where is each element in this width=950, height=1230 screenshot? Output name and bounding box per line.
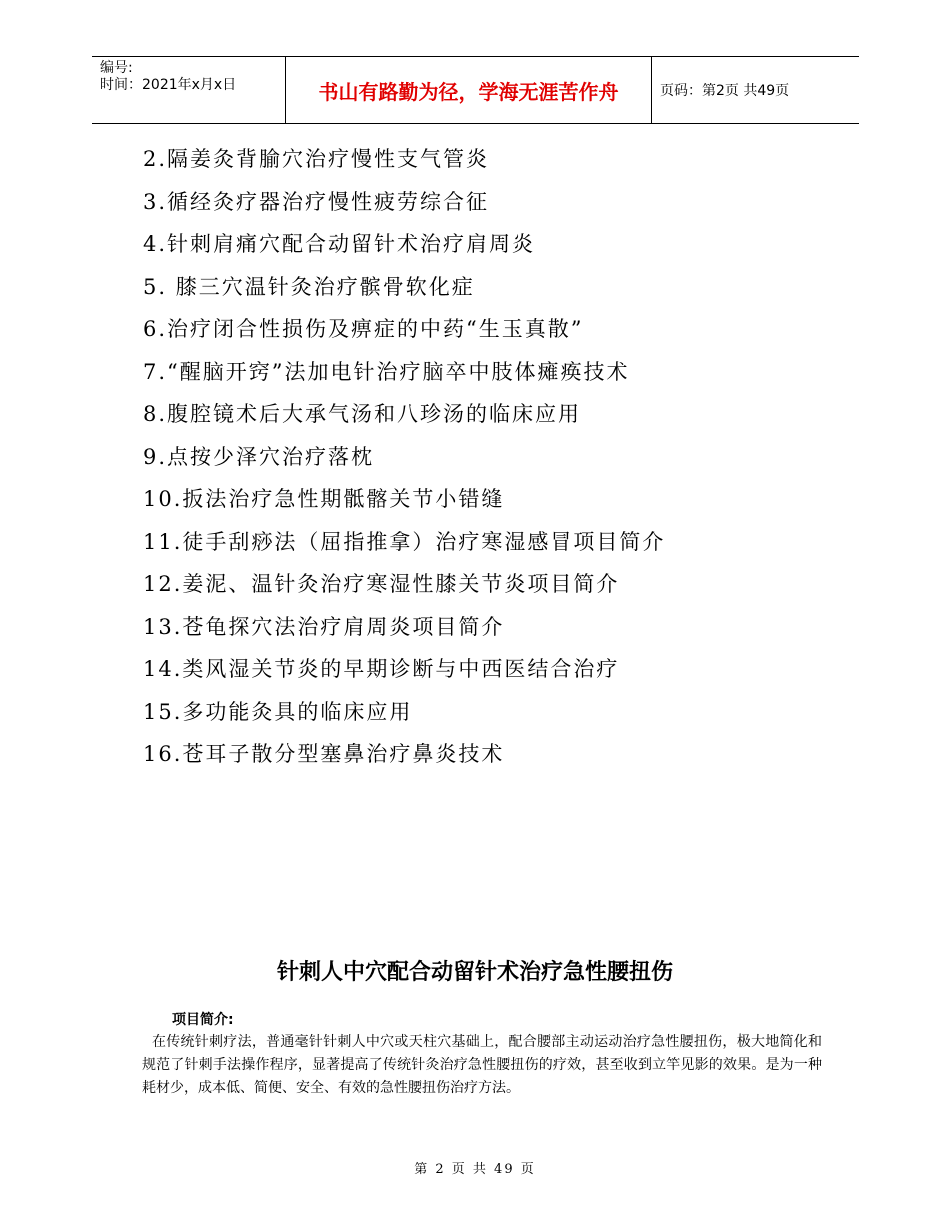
list-item: 16.苍耳子散分型塞鼻治疗鼻炎技术 — [143, 742, 505, 766]
list-item: 11.徒手刮痧法（屈指推拿）治疗寒湿感冒项目简介 — [143, 529, 666, 554]
page-footer: 第 2 页 共 49 页 — [414, 1162, 536, 1177]
list-item: 7.“醒脑开窍”法加电针治疗脑卒中肢体瘫痪技术 — [143, 359, 630, 384]
list-item: 8.腹腔镜术后大承气汤和八珍汤的临床应用 — [143, 402, 582, 426]
list-item: 13.苍龟探穴法治疗肩周炎项目简介 — [143, 614, 505, 639]
intro-paragraph: 在传统针刺疗法，普通毫针针刺人中穴或天柱穴基础上，配合腰部主动运动治疗急性腰扭伤，极大地简化和规范了针刺手法操作程序，显著提高了传统针灸治疗急性腰扭伤的疗效，甚至收到立竿见影的效果。是为一种耗材少，成本低、简便、安全、有效的急性腰扭伤治疗方法。 — [142, 1034, 822, 1096]
project-list — [143, 143, 665, 781]
header-motto: 书山有路勤为径，学海无涯苦作舟 — [286, 57, 652, 123]
page-header — [92, 56, 859, 124]
list-item: 5. 膝三穴温针灸治疗髌骨软化症 — [143, 274, 475, 299]
list-item: 2.隔姜灸背腧穴治疗慢性支气管炎 — [143, 147, 490, 171]
list-item: 4.针刺肩痛穴配合动留针术治疗肩周炎 — [143, 232, 536, 256]
section-title: 针刺人中穴配合动留针术治疗急性腰扭伤 — [276, 960, 673, 985]
intro-label: 项目简介: — [172, 1012, 234, 1028]
list-item: 10.扳法治疗急性期骶髂关节小错缝 — [143, 487, 505, 511]
list-item: 15.多功能灸具的临床应用 — [143, 699, 413, 724]
list-item: 14.类风湿关节炎的早期诊断与中西医结合治疗 — [143, 657, 620, 681]
header-page-info: 页码：第2页 共49页 — [660, 83, 790, 99]
list-item: 12.姜泥、温针灸治疗寒湿性膝关节炎项目简介 — [143, 572, 620, 596]
header-time-label: 时间：2021年x月x日 — [100, 77, 237, 93]
header-meta — [92, 57, 286, 123]
list-item: 6.治疗闭合性损伤及痹症的中药“生玉真散” — [143, 317, 584, 341]
header-number-label: 编号: — [100, 60, 133, 76]
list-item: 3.循经灸疗器治疗慢性疲劳综合征 — [143, 189, 490, 214]
list-item: 9.点按少泽穴治疗落枕 — [143, 444, 375, 469]
